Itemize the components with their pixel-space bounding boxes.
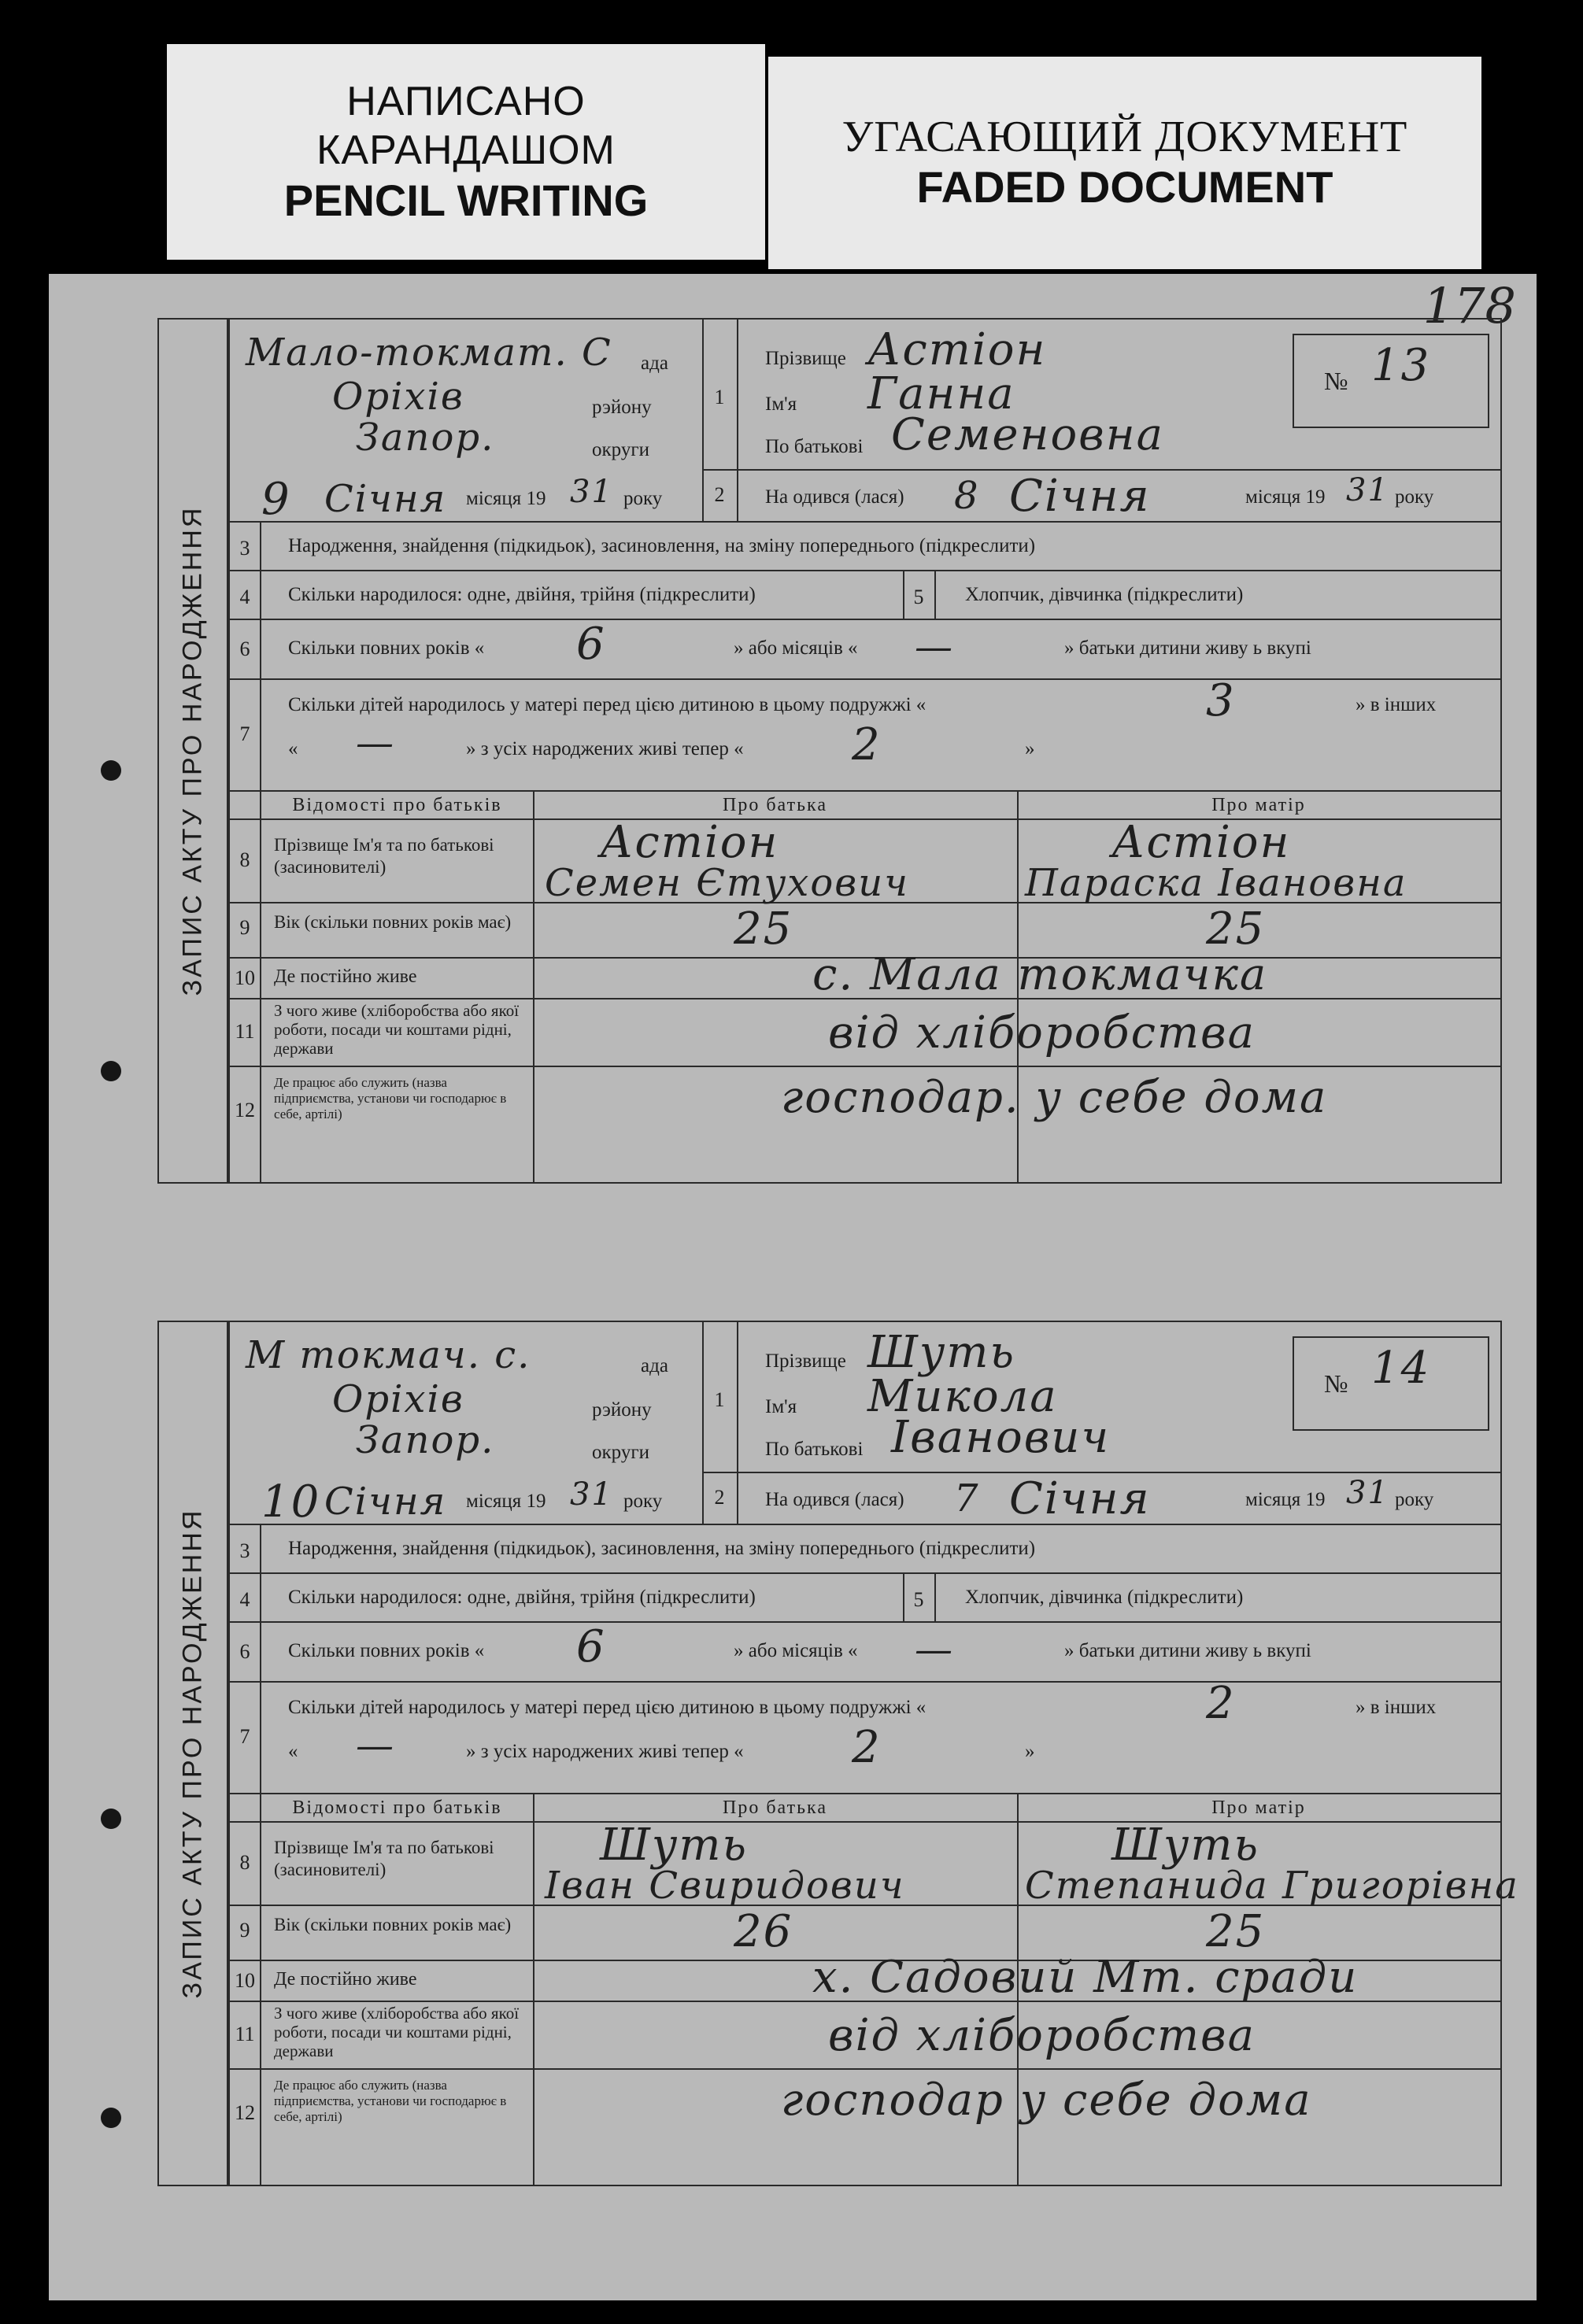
children-before-value: 3 xyxy=(1206,675,1236,726)
mother-surname-value: Астіон xyxy=(1111,817,1291,868)
record-sidebar xyxy=(157,1321,228,2186)
village-label: ада xyxy=(641,1355,668,1376)
surname-value: Астіон xyxy=(867,324,1047,375)
row7-text-a: Скільки дітей народилось у матері перед цією дитиною в цьому подружжі « xyxy=(288,1697,926,1718)
punch-hole xyxy=(101,1809,121,1829)
row3-text: Народження, знайдення (підкидьок), засиновлення, на зміну попереднього (підкреслити) xyxy=(288,1538,1036,1559)
surname-label: Прізвище xyxy=(765,348,846,369)
row10-text: Де постійно живе xyxy=(274,966,417,987)
page-number: 178 xyxy=(1422,277,1516,334)
reg-month-label: місяця 19 xyxy=(466,488,546,509)
col-father: Про батька xyxy=(723,1797,827,1818)
years-together-value: 6 xyxy=(576,619,606,670)
faded-document-stamp xyxy=(768,57,1481,269)
birth-year-label: року xyxy=(1395,486,1434,508)
stamp-en: FADED DOCUMENT xyxy=(916,162,1333,212)
birth-month-value: Січня xyxy=(1009,1473,1151,1524)
row10-text: Де постійно живе xyxy=(274,1969,417,1990)
col-parents-info: Відомості про батьків xyxy=(292,1797,502,1818)
mother-name-value: Степанида Григорівна xyxy=(1025,1864,1519,1908)
children-alive-value: 2 xyxy=(852,719,882,770)
work-value: господар. у себе дома xyxy=(781,1072,1328,1123)
name-value: Ганна xyxy=(867,368,1015,419)
stamp-ru-line2: КАРАНДАШОМ xyxy=(316,127,616,173)
children-alive-value: 2 xyxy=(852,1722,882,1773)
district-label: рэйону xyxy=(592,397,652,418)
row6-text-a: Скільки повних років « xyxy=(288,637,485,659)
birth-day-value: 8 xyxy=(954,474,980,518)
birth-day-value: 7 xyxy=(954,1476,980,1520)
birth-month-label: місяця 19 xyxy=(1245,1489,1326,1510)
work-value: господар у себе дома xyxy=(781,2075,1312,2126)
stamp-en: PENCIL WRITING xyxy=(283,176,649,225)
birth-year-value: 31 xyxy=(1346,472,1389,508)
children-other-value: — xyxy=(356,721,395,765)
mother-age-value: 25 xyxy=(1206,1906,1266,1957)
district-label: рэйону xyxy=(592,1399,652,1421)
row7-text-b: » в інших xyxy=(1356,1697,1437,1718)
village-value: М токмач. с. xyxy=(246,1333,531,1377)
row12-text: Де працює або служить (назва підприємства, установи чи господарює в себе, артілі) xyxy=(274,1075,507,1121)
record-sidebar xyxy=(157,318,228,1184)
reg-month-value: Січня xyxy=(324,1480,447,1524)
village-label: ада xyxy=(641,353,668,374)
reg-year-value: 31 xyxy=(570,474,613,510)
okruga-label: округи xyxy=(592,439,649,460)
patronymic-value: Семеновна xyxy=(891,409,1165,460)
name-value: Микола xyxy=(867,1371,1058,1422)
row6-text-b: » або місяців « xyxy=(734,1640,858,1661)
okruga-label: округи xyxy=(592,1442,649,1463)
col-father: Про батька xyxy=(723,795,827,815)
stamp-ru: УГАСАЮЩИЙ ДОКУМЕНТ xyxy=(841,113,1408,161)
patronymic-label: По батькові xyxy=(765,1439,864,1460)
reg-month-label: місяця 19 xyxy=(466,1491,546,1512)
punch-hole xyxy=(101,760,121,781)
row6-text-a: Скільки повних років « xyxy=(288,1640,485,1661)
row7-text-e: » xyxy=(1025,738,1035,759)
residence-value: с. Мала токмачка xyxy=(812,949,1268,1000)
reg-month-value: Січня xyxy=(324,477,447,521)
surname-label: Прізвище xyxy=(765,1350,846,1372)
patronymic-label: По батькові xyxy=(765,436,864,457)
birth-month-value: Січня xyxy=(1009,471,1151,522)
col-mother: Про матір xyxy=(1211,1797,1306,1818)
row7-text-a: Скільки дітей народилось у матері перед цією дитиною в цьому подружжі « xyxy=(288,694,926,715)
occupation-value: від хліборобства xyxy=(828,2010,1256,2061)
number-prefix: № xyxy=(1324,1369,1348,1398)
residence-value: х. Садовий Мт. сради xyxy=(812,1952,1359,2003)
record-grid: Мало-токмат. С ада Оріхів рэйону Запор. округи 9 Січня місяця 19 31 року 1 2 Прізвище Астіон Ім'я Ганна По батькові Семеновна № 13 На одився (лася) 8 Січня місяця 19 31 року 3 Народження, знайдення (підкидьок), засиновлення, на зміну попереднього (підкреслити) 4 Скільки народилося: одне, двійня, трійня (підкреслити) 5 Хлопчик, дівчинка (підкреслити) 6 Скільки повних років « 6 » або місяців « — » батьки дитини живу ь вкупі 7 Скільки дітей народилось у матері перед цією дитиною в цьому подружжі « 3 » в інших « — » з усіх народжених живі тепер « 2 » Відомості про батьків Про батька Про матір 8 Прізвище Ім'я та по батькові (засиновителі) Астіон Семен Єтухович Астіон Параска Івановна 9 Вік (скільки повних років має) 25 25 10 Де постійно живе с. Мала токмачка 11 З чого живе (хліборобства або якої роботи, посади чи коштами рідні, держави від хліборобства 12 Де працює або служить (назва підприємства, установи чи господарює в себе, артілі) господар. у себе дома xyxy=(228,318,1502,1184)
mother-name-value: Параска Івановна xyxy=(1025,861,1407,905)
record-number: 13 xyxy=(1371,340,1431,391)
row7-text-b: » в інших xyxy=(1356,694,1437,715)
reg-year-label: року xyxy=(623,488,663,509)
surname-value: Шуть xyxy=(867,1327,1015,1378)
village-value: Мало-токмат. С xyxy=(246,331,612,375)
row11-text: З чого живе (хліборобства або якої роботи, посади чи коштами рідні, держави xyxy=(274,2004,520,2060)
okruga-value: Запор. xyxy=(356,416,495,460)
patronymic-value: Іванович xyxy=(891,1412,1111,1463)
record-grid: М токмач. с. ада Оріхів рэйону Запор. округи 10 Січня місяця 19 31 року 1 2 Прізвище Шуть Ім'я Микола По батькові Іванович № 14 На одився (лася) 7 Січня місяця 19 31 року 3 Народження, знайдення (підкидьок), засиновлення, на зміну попереднього (підкреслити) 4 Скільки народилося: одне, двійня, трійня (підкреслити) 5 Хлопчик, дівчинка (підкреслити) 6 Скільки повних років « 6 » або місяців « — » батьки дитини живу ь вкупі 7 Скільки дітей народилось у матері перед цією дитиною в цьому подружжі « 2 » в інших « — » з усіх народжених живі тепер « 2 » Відомості про батьків Про батька Про матір 8 Прізвище Ім'я та по батькові (засиновителі) Шуть Іван Свиридович Шуть Степанида Григорівна 9 Вік (скільки повних років має) 26 25 10 Де постійно живе х. Садовий Мт. сради 11 З чого живе (хліборобства або якої роботи, посади чи коштами рідні, держави від хліборобства 12 Де працює або служить (назва підприємства, установи чи господарює в себе, артілі) господар у себе дома xyxy=(228,1321,1502,2186)
birth-year-label: року xyxy=(1395,1489,1434,1510)
okruga-value: Запор. xyxy=(356,1418,495,1462)
row12-text: Де працює або служить (назва підприємства, установи чи господарює в себе, артілі) xyxy=(274,2078,507,2124)
mother-age-value: 25 xyxy=(1206,903,1266,955)
record-number: 14 xyxy=(1371,1343,1431,1394)
occupation-value: від хліборобства xyxy=(828,1007,1256,1059)
father-name-value: Семен Єтухович xyxy=(545,861,909,905)
reg-day-value: 10 xyxy=(261,1476,321,1528)
row7-text-e: » xyxy=(1025,1741,1035,1762)
row7-text-c: « xyxy=(288,1741,298,1762)
born-label: На одився (лася) xyxy=(765,486,904,508)
district-value: Оріхів xyxy=(332,1377,464,1421)
birth-record-13 xyxy=(157,318,1502,1184)
row6-text-c: » батьки дитини живу ь вкупі xyxy=(1064,1640,1311,1661)
born-label: На одився (лася) xyxy=(765,1489,904,1510)
mother-surname-value: Шуть xyxy=(1111,1820,1259,1871)
months-together-value: — xyxy=(915,1628,954,1672)
reg-year-label: року xyxy=(623,1491,663,1512)
name-label: Ім'я xyxy=(765,393,797,415)
row7-text-c: « xyxy=(288,738,298,759)
reg-year-value: 31 xyxy=(570,1476,613,1513)
document-page xyxy=(49,274,1537,2300)
father-name-value: Іван Свиридович xyxy=(545,1864,905,1908)
row9-text: Вік (скільки повних років має) xyxy=(274,912,512,932)
years-together-value: 6 xyxy=(576,1621,606,1672)
months-together-value: — xyxy=(915,625,954,669)
col-mother: Про матір xyxy=(1211,795,1306,815)
birth-month-label: місяця 19 xyxy=(1245,486,1326,508)
reg-day-value: 9 xyxy=(261,474,291,525)
father-age-value: 26 xyxy=(734,1906,793,1957)
row5-text: Хлопчик, дівчинка (підкреслити) xyxy=(965,1587,1244,1608)
children-other-value: — xyxy=(356,1724,395,1768)
name-label: Ім'я xyxy=(765,1396,797,1417)
row6-text-b: » або місяців « xyxy=(734,637,858,659)
row8-text: Прізвище Ім'я та по батькові (засиновителі) xyxy=(274,835,494,877)
sidebar-title: ЗАПИС АКТУ ПРО НАРОДЖЕННЯ xyxy=(177,1508,208,1999)
father-surname-value: Шуть xyxy=(600,1820,748,1871)
row9-text: Вік (скільки повних років має) xyxy=(274,1915,512,1934)
birth-record-14 xyxy=(157,1321,1519,2186)
row4-text: Скільки народилося: одне, двійня, трійня (підкреслити) xyxy=(288,584,756,605)
father-age-value: 25 xyxy=(734,903,793,955)
children-before-value: 2 xyxy=(1206,1678,1236,1729)
punch-hole xyxy=(101,1061,121,1081)
row7-text-d: » з усіх народжених живі тепер « xyxy=(466,738,744,759)
father-surname-value: Астіон xyxy=(600,817,779,868)
row11-text: З чого живе (хліборобства або якої роботи, посади чи коштами рідні, держави xyxy=(274,1001,520,1058)
col-parents-info: Відомості про батьків xyxy=(292,795,502,815)
sidebar-title: ЗАПИС АКТУ ПРО НАРОДЖЕННЯ xyxy=(177,505,208,996)
row4-text: Скільки народилося: одне, двійня, трійня (підкреслити) xyxy=(288,1587,756,1608)
pencil-writing-stamp xyxy=(167,44,765,260)
number-prefix: № xyxy=(1324,367,1348,395)
row3-text: Народження, знайдення (підкидьок), засиновлення, на зміну попереднього (підкреслити) xyxy=(288,535,1036,556)
row5-text: Хлопчик, дівчинка (підкреслити) xyxy=(965,584,1244,605)
district-value: Оріхів xyxy=(332,375,464,419)
row8-text: Прізвище Ім'я та по батькові (засиновителі) xyxy=(274,1838,494,1879)
stamp-ru-line1: НАПИСАНО xyxy=(346,79,586,124)
birth-year-value: 31 xyxy=(1346,1475,1389,1511)
row7-text-d: » з усіх народжених живі тепер « xyxy=(466,1741,744,1762)
row6-text-c: » батьки дитини живу ь вкупі xyxy=(1064,637,1311,659)
punch-hole xyxy=(101,2108,121,2128)
